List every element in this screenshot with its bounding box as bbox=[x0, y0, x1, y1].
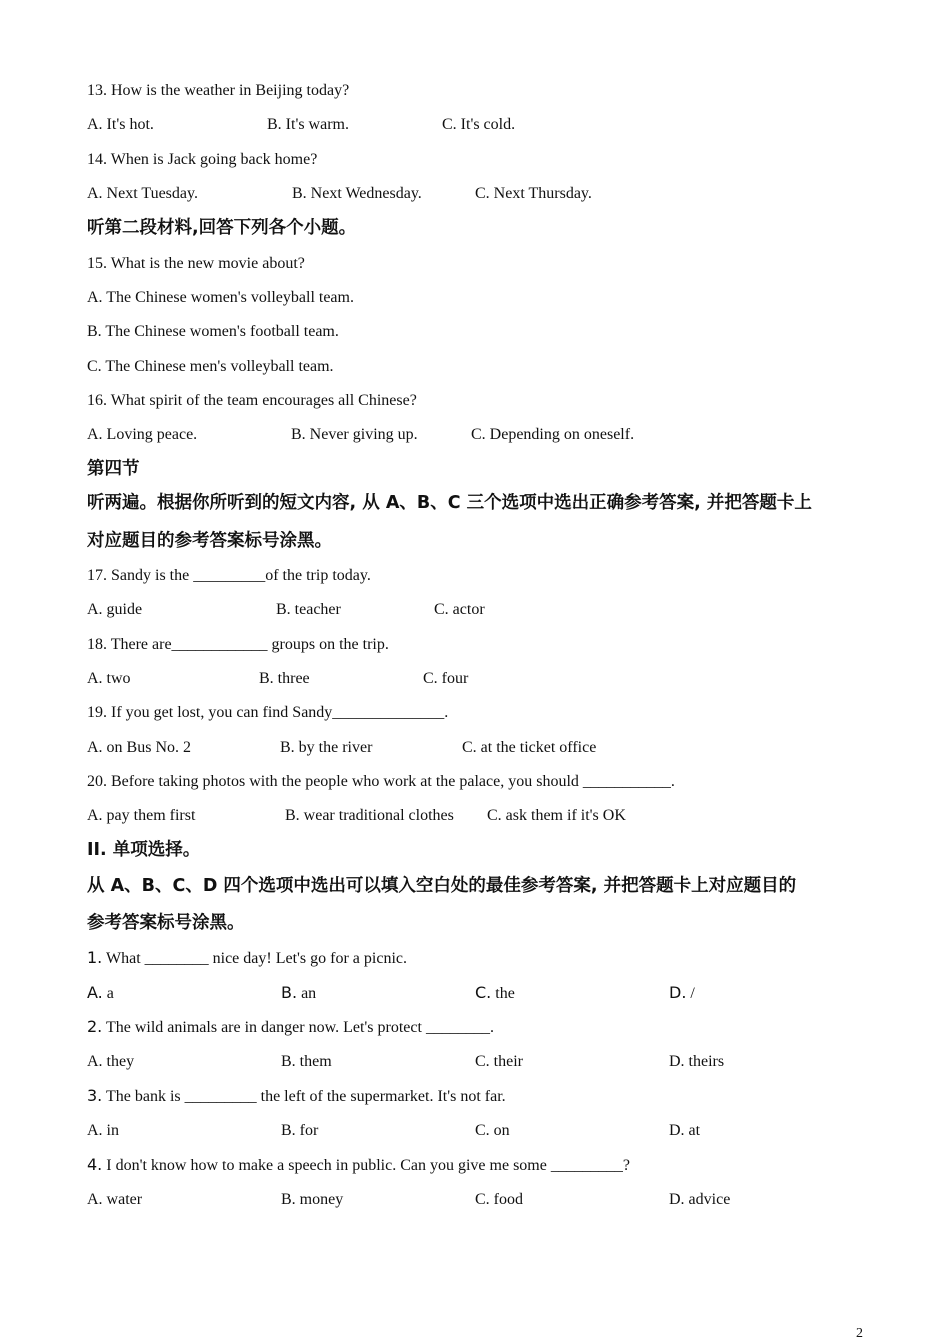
option-c: C. food bbox=[475, 1191, 523, 1208]
part-4-title: 第四节 bbox=[87, 459, 140, 479]
question-text: I don't know how to make a speech in public. Can you give me some _________? bbox=[106, 1157, 630, 1174]
question-text: The wild animals are in danger now. Let's protect ________. bbox=[105, 1019, 494, 1036]
option-a-label: A. bbox=[87, 983, 103, 1002]
option-a: A. guide bbox=[87, 601, 143, 618]
question-number: 1. bbox=[87, 948, 103, 967]
option-b: B. three bbox=[259, 670, 310, 687]
question-number: 3. bbox=[87, 1086, 103, 1105]
option-c-label: C. bbox=[475, 983, 492, 1002]
question-text: What ________ nice day! Let's go for a picnic. bbox=[105, 950, 407, 967]
option-15-b: B. The Chinese women's football team. bbox=[87, 323, 339, 340]
option-c: C. at the ticket office bbox=[462, 739, 597, 756]
option-a: A. on Bus No. 2 bbox=[87, 739, 192, 756]
question-20: 20. Before taking photos with the people who work at the palace, you should ___________. bbox=[87, 773, 675, 790]
option-a: A. Loving peace. bbox=[87, 426, 198, 443]
option-d: D. theirs bbox=[669, 1053, 725, 1070]
option-c: C. actor bbox=[434, 601, 485, 618]
option-b-label: B. bbox=[281, 983, 298, 1002]
grammar-question-4 bbox=[87, 1155, 630, 1176]
grammar-question-2 bbox=[87, 1017, 494, 1038]
option-b: B. wear traditional clothes bbox=[285, 807, 454, 824]
grammar-question-3 bbox=[87, 1086, 506, 1107]
option-15-c: C. The Chinese men's volleyball team. bbox=[87, 358, 334, 375]
option-b: B. by the river bbox=[280, 739, 373, 756]
option-15-a: A. The Chinese women's volleyball team. bbox=[87, 289, 354, 306]
page-number: 2 bbox=[856, 1326, 863, 1341]
option-b: B. teacher bbox=[276, 601, 341, 618]
question-number: 4. bbox=[87, 1155, 103, 1174]
option-b: B. Next Wednesday. bbox=[292, 185, 422, 202]
section-ii-instruction-line1: 从 A、B、C、D 四个选项中选出可以填入空白处的最佳参考答案, 并把答题卡上对应题目的 bbox=[87, 876, 797, 896]
question-13: 13. How is the weather in Beijing today? bbox=[87, 82, 350, 99]
option-c: C. Next Thursday. bbox=[475, 185, 592, 202]
option-c: C. four bbox=[423, 670, 469, 687]
option-d: / bbox=[690, 985, 695, 1002]
option-b: B. It's warm. bbox=[267, 116, 349, 133]
option-a: A. water bbox=[87, 1191, 143, 1208]
option-c: C. Depending on oneself. bbox=[471, 426, 635, 443]
question-19: 19. If you get lost, you can find Sandy______________. bbox=[87, 704, 449, 721]
section-2-instruction: 听第二段材料,回答下列各个小题。 bbox=[87, 218, 357, 238]
option-a: A. they bbox=[87, 1053, 135, 1070]
option-a: A. in bbox=[87, 1122, 119, 1139]
option-d: D. advice bbox=[669, 1191, 731, 1208]
question-14: 14. When is Jack going back home? bbox=[87, 151, 318, 168]
option-d: D. at bbox=[669, 1122, 701, 1139]
option-a: A. Next Tuesday. bbox=[87, 185, 198, 202]
question-15: 15. What is the new movie about? bbox=[87, 255, 305, 272]
grammar-question-1 bbox=[87, 948, 407, 969]
option-a: A. pay them first bbox=[87, 807, 196, 824]
question-number: 2. bbox=[87, 1017, 103, 1036]
part-4-instruction-line1: 听两遍。根据你所听到的短文内容, 从 A、B、C 三个选项中选出正确参考答案, 并把答题卡上 bbox=[87, 493, 812, 513]
option-b: an bbox=[301, 985, 317, 1002]
option-c: C. ask them if it's OK bbox=[487, 807, 626, 824]
option-c: C. on bbox=[475, 1122, 510, 1139]
option-a: A. It's hot. bbox=[87, 116, 154, 133]
question-17: 17. Sandy is the _________of the trip today. bbox=[87, 567, 371, 584]
option-c: C. It's cold. bbox=[442, 116, 516, 133]
option-d-label: D. bbox=[669, 983, 687, 1002]
question-16: 16. What spirit of the team encourages all Chinese? bbox=[87, 392, 417, 409]
section-ii-instruction-line2: 参考答案标号涂黑。 bbox=[87, 913, 245, 933]
option-a: a bbox=[106, 985, 114, 1002]
part-4-instruction-line2: 对应题目的参考答案标号涂黑。 bbox=[87, 531, 332, 551]
option-b: B. them bbox=[281, 1053, 332, 1070]
option-b: B. Never giving up. bbox=[291, 426, 418, 443]
option-c: the bbox=[495, 985, 515, 1002]
question-18: 18. There are____________ groups on the trip. bbox=[87, 636, 389, 653]
option-c: C. their bbox=[475, 1053, 523, 1070]
section-ii-title: II. 单项选择。 bbox=[87, 840, 201, 860]
option-b: B. for bbox=[281, 1122, 319, 1139]
option-a: A. two bbox=[87, 670, 131, 687]
option-b: B. money bbox=[281, 1191, 344, 1208]
question-text: The bank is _________ the left of the supermarket. It's not far. bbox=[105, 1088, 506, 1105]
